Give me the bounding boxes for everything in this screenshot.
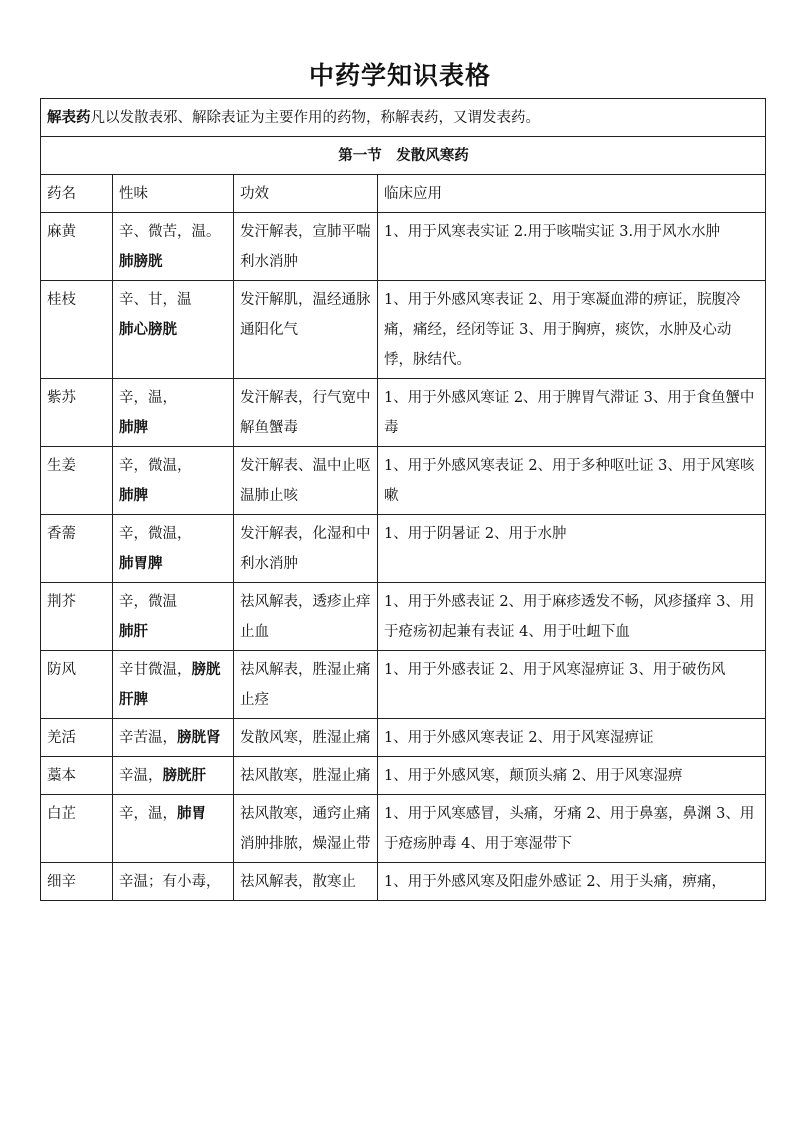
- nature-text: 辛温，: [119, 768, 163, 784]
- page-title: 中药学知识表格: [308, 61, 491, 90]
- meridian-text: 肺肝: [119, 624, 148, 640]
- herb-effect: [234, 795, 378, 863]
- herb-clinical: 1、用于外感表证 2、用于麻疹透发不畅，风疹搔痒 3、用于疮疡初起兼有表证 4、用于吐衄下血: [378, 583, 766, 651]
- herb-clinical: 1、用于外感风寒表证 2、用于寒凝血滞的痹证，脘腹冷痛，痛经，经闭等证 3、用于胸痹，痰饮，水肿及心动悸，脉结代。: [378, 281, 766, 379]
- nature-text: 辛，微温，: [119, 526, 192, 542]
- herb-clinical: 1、用于风寒表实证 2.用于咳喘实证 3.用于风水水肿: [378, 213, 766, 281]
- herb-nature: [113, 583, 234, 651]
- header-nature: 性味: [113, 175, 234, 213]
- meridian-text: 膀胱肝脾: [119, 662, 221, 708]
- effect-line: 发散风寒，胜湿止痛: [240, 730, 371, 746]
- herb-nature: [113, 795, 234, 863]
- herb-effect: [234, 583, 378, 651]
- effect-line: 祛风散寒，胜湿止痛: [240, 768, 371, 784]
- herb-nature: [113, 281, 234, 379]
- meridian-text: 肺胃: [177, 806, 206, 822]
- herb-nature: [113, 651, 234, 719]
- header-effect: 功效: [234, 175, 378, 213]
- herb-row: [41, 447, 766, 515]
- herb-name: 桂枝: [41, 281, 113, 379]
- herb-row: [41, 651, 766, 719]
- effect-line: 发汗解表，宣肺平喘: [240, 224, 371, 240]
- nature-text: 辛、微苦，温。: [119, 224, 221, 240]
- herb-clinical: 1、用于外感风寒，颠顶头痛 2、用于风寒湿痹: [378, 757, 766, 795]
- effect-line: 温肺止咳: [240, 488, 298, 504]
- effect-line: 发汗解表，行气宽中: [240, 390, 371, 406]
- herb-row: [41, 213, 766, 281]
- meridian-text: 膀胱肾: [177, 730, 221, 746]
- herb-name: 麻黄: [41, 213, 113, 281]
- herb-nature: [113, 515, 234, 583]
- effect-line: 祛风散寒，通窍止痛: [240, 806, 371, 822]
- herb-name: 生姜: [41, 447, 113, 515]
- effect-line: 消肿排脓，燥湿止带: [240, 836, 371, 852]
- effect-line: 发汗解肌，温经通脉: [240, 292, 371, 308]
- herb-effect: [234, 757, 378, 795]
- intro-row: [41, 99, 766, 137]
- herb-effect: [234, 863, 378, 901]
- nature-text: 辛温；有小毒，: [119, 874, 221, 890]
- meridian-text: 肺脾: [119, 488, 148, 504]
- herb-name: 荆芥: [41, 583, 113, 651]
- herb-effect: [234, 515, 378, 583]
- effect-line: 祛风解表，胜湿止痛止痉: [240, 662, 371, 708]
- section-heading: 第一节 发散风寒药: [41, 137, 766, 175]
- herb-clinical: 1、用于阴暑证 2、用于水肿: [378, 515, 766, 583]
- herb-row: [41, 281, 766, 379]
- herb-name: 白芷: [41, 795, 113, 863]
- meridian-text: 肺膀胱: [119, 254, 163, 270]
- intro-text: 凡以发散表邪、解除表证为主要作用的药物，称解表药，又谓发表药。: [90, 110, 540, 126]
- herb-row: [41, 379, 766, 447]
- meridian-text: 肺胃脾: [119, 556, 163, 572]
- herb-nature: [113, 379, 234, 447]
- header-clinical: 临床应用: [378, 175, 766, 213]
- herb-row: [41, 757, 766, 795]
- meridian-text: 肺脾: [119, 420, 148, 436]
- herb-clinical: 1、用于外感风寒证 2、用于脾胃气滞证 3、用于食鱼蟹中毒: [378, 379, 766, 447]
- header-name: 药名: [41, 175, 113, 213]
- section-row: [41, 137, 766, 175]
- herb-nature: [113, 719, 234, 757]
- herb-nature: [113, 757, 234, 795]
- herb-row: [41, 583, 766, 651]
- herb-clinical: 1、用于外感风寒及阳虚外感证 2、用于头痛，痹痛，: [378, 863, 766, 901]
- herb-row: [41, 795, 766, 863]
- herb-clinical: 1、用于外感表证 2、用于风寒湿痹证 3、用于破伤风: [378, 651, 766, 719]
- herb-name: 羌活: [41, 719, 113, 757]
- nature-text: 辛，微温，: [119, 458, 192, 474]
- herb-name: 香薷: [41, 515, 113, 583]
- herb-effect: [234, 651, 378, 719]
- herb-effect: [234, 281, 378, 379]
- meridian-text: 膀胱肝: [162, 768, 206, 784]
- nature-text: 辛苦温，: [119, 730, 177, 746]
- herb-effect: [234, 213, 378, 281]
- nature-text: 辛，温，: [119, 806, 177, 822]
- herb-name: 紫苏: [41, 379, 113, 447]
- herb-row: [41, 719, 766, 757]
- effect-line: 利水消肿: [240, 556, 298, 572]
- header-row: [41, 175, 766, 213]
- herb-effect: [234, 719, 378, 757]
- effect-line: 通阳化气: [240, 322, 298, 338]
- herb-table: [40, 98, 766, 901]
- effect-line: 利水消肿: [240, 254, 298, 270]
- herb-nature: [113, 863, 234, 901]
- herb-row: [41, 515, 766, 583]
- effect-line: 发汗解表，化湿和中: [240, 526, 371, 542]
- effect-line: 祛风解表，透疹止痒止血: [240, 594, 371, 640]
- nature-text: 辛，温，: [119, 390, 177, 406]
- intro-term: 解表药: [47, 110, 91, 126]
- intro-cell: [41, 99, 766, 137]
- effect-line: 发汗解表、温中止呕: [240, 458, 371, 474]
- herb-nature: [113, 447, 234, 515]
- herb-row: [41, 863, 766, 901]
- herb-clinical: 1、用于外感风寒表证 2、用于风寒湿痹证: [378, 719, 766, 757]
- herb-effect: [234, 379, 378, 447]
- effect-line: 解鱼蟹毒: [240, 420, 298, 436]
- nature-text: 辛，微温: [119, 594, 177, 610]
- herb-name: 防风: [41, 651, 113, 719]
- nature-text: 辛、甘，温: [119, 292, 192, 308]
- herb-nature: [113, 213, 234, 281]
- herb-clinical: 1、用于风寒感冒，头痛，牙痛 2、用于鼻塞，鼻渊 3、用于疮疡肿毒 4、用于寒湿带下: [378, 795, 766, 863]
- meridian-text: 肺心膀胱: [119, 322, 177, 338]
- nature-text: 辛甘微温，: [119, 662, 192, 678]
- herb-name: 细辛: [41, 863, 113, 901]
- herb-effect: [234, 447, 378, 515]
- effect-line: 祛风解表，散寒止: [240, 874, 356, 890]
- herb-name: 藁本: [41, 757, 113, 795]
- herb-clinical: 1、用于外感风寒表证 2、用于多种呕吐证 3、用于风寒咳嗽: [378, 447, 766, 515]
